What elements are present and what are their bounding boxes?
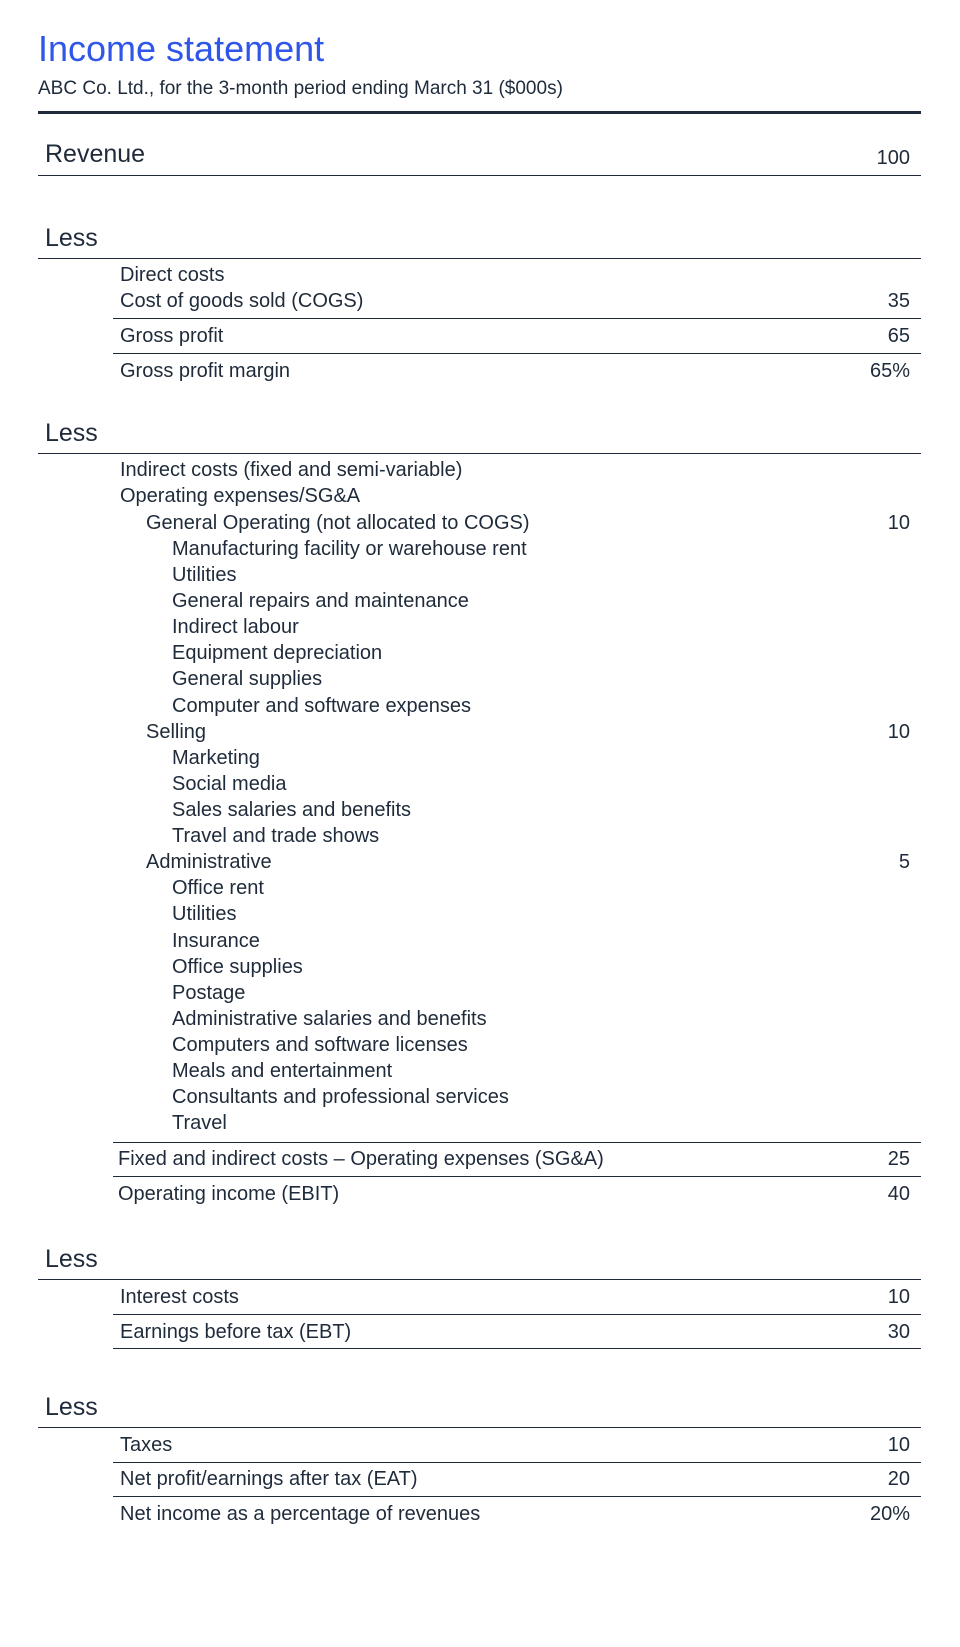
divider: [113, 1462, 921, 1463]
opex-heading: Operating expenses/SG&A: [120, 485, 361, 507]
page-title: Income statement: [38, 28, 325, 69]
expense-item: Travel: [172, 1112, 227, 1134]
cogs-label: Cost of goods sold (COGS): [120, 290, 364, 312]
less-label: Less: [45, 1245, 98, 1273]
divider: [113, 1496, 921, 1497]
eat-value: 20: [887, 1468, 910, 1490]
expense-item: Postage: [172, 982, 246, 1004]
gross-profit-value: 65: [887, 325, 910, 347]
header-divider: [38, 111, 921, 114]
expense-item: Utilities: [172, 903, 237, 925]
general-operating-label: General Operating (not allocated to COGS): [146, 512, 530, 534]
divider: [38, 1279, 921, 1280]
expense-item: Computer and software expenses: [172, 695, 472, 717]
divider: [113, 1176, 921, 1177]
taxes-label: Taxes: [120, 1434, 173, 1456]
selling-label: Selling: [146, 721, 207, 743]
ebit-value: 40: [887, 1183, 910, 1205]
divider: [113, 353, 921, 354]
administrative-label: Administrative: [146, 851, 272, 873]
interest-costs-label: Interest costs: [120, 1286, 239, 1308]
expense-item: Administrative salaries and benefits: [172, 1008, 487, 1030]
expense-item: General repairs and maintenance: [172, 590, 469, 612]
divider: [38, 453, 921, 454]
expense-item: Social media: [172, 773, 287, 795]
taxes-value: 10: [887, 1434, 910, 1456]
revenue-label: Revenue: [45, 140, 146, 168]
indirect-costs-heading: Indirect costs (fixed and semi-variable): [120, 459, 463, 481]
interest-costs-value: 10: [887, 1286, 910, 1308]
less-label: Less: [45, 419, 98, 447]
divider: [38, 1427, 921, 1428]
eat-label: Net profit/earnings after tax (EAT): [120, 1468, 418, 1490]
divider: [38, 175, 921, 176]
expense-item: Meals and entertainment: [172, 1060, 393, 1082]
gross-profit-label: Gross profit: [120, 325, 224, 347]
less-label: Less: [45, 1393, 98, 1421]
expense-item: Office supplies: [172, 956, 303, 978]
expense-item: General supplies: [172, 668, 323, 690]
page-subtitle: ABC Co. Ltd., for the 3-month period ending March 31 ($000s): [38, 78, 563, 99]
divider: [38, 258, 921, 259]
less-label: Less: [45, 224, 98, 252]
expense-item: Manufacturing facility or warehouse rent: [172, 538, 527, 560]
expense-item: Equipment depreciation: [172, 642, 383, 664]
expense-item: Utilities: [172, 564, 237, 586]
selling-value: 10: [887, 721, 910, 743]
net-income-pct-value: 20%: [869, 1503, 910, 1525]
revenue-value: 100: [876, 147, 910, 169]
direct-costs-heading: Direct costs: [120, 264, 225, 286]
expense-item: Marketing: [172, 747, 260, 769]
expense-item: Travel and trade shows: [172, 825, 380, 847]
divider: [113, 318, 921, 319]
expense-item: Sales salaries and benefits: [172, 799, 412, 821]
ebt-label: Earnings before tax (EBT): [120, 1321, 352, 1343]
net-income-pct-label: Net income as a percentage of revenues: [120, 1503, 481, 1525]
divider: [113, 1142, 921, 1143]
fixed-indirect-total-value: 25: [887, 1148, 910, 1170]
expense-item: Consultants and professional services: [172, 1086, 509, 1108]
ebt-value: 30: [887, 1321, 910, 1343]
gross-margin-value: 65%: [869, 360, 910, 382]
ebit-label: Operating income (EBIT): [118, 1183, 340, 1205]
administrative-value: 5: [898, 851, 910, 873]
cogs-value: 35: [887, 290, 910, 312]
expense-item: Insurance: [172, 930, 260, 952]
divider: [113, 1314, 921, 1315]
general-operating-value: 10: [887, 512, 910, 534]
expense-item: Indirect labour: [172, 616, 299, 638]
divider: [113, 1348, 921, 1349]
fixed-indirect-total-label: Fixed and indirect costs – Operating expenses (SG&A): [118, 1148, 604, 1170]
expense-item: Computers and software licenses: [172, 1034, 468, 1056]
expense-item: Office rent: [172, 877, 264, 899]
gross-margin-label: Gross profit margin: [120, 360, 291, 382]
